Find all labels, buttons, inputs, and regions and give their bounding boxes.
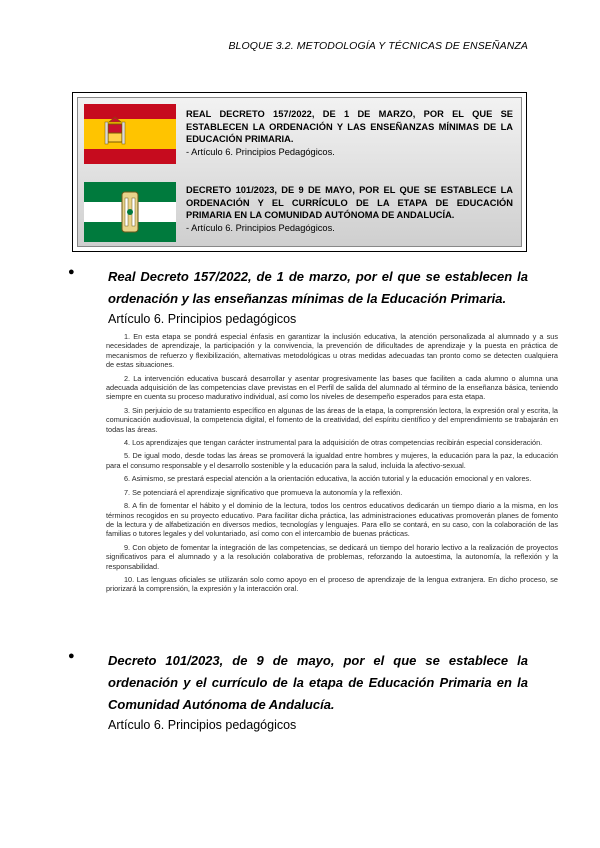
spain-flag-icon: [84, 104, 176, 164]
section-1-article-label: Artículo 6. Principios pedagógicos: [108, 312, 297, 326]
list-item: 3. Sin perjuicio de su tratamiento específico en algunas de las áreas de la etapa, la comprensión lectora, la expresión oral y escrita, la comunicación audiovisual, la competencia digital, el fomento de la creatividad, del espíritu científico y del emprendimiento se trabajarán en todas las áreas.: [106, 405, 558, 434]
decree-summary-box: [72, 92, 527, 252]
section-2-article-label: Artículo 6. Principios pedagógicos: [108, 718, 297, 732]
bullet-icon: ●: [68, 266, 75, 278]
decree-2-title: DECRETO 101/2023, DE 9 DE MAYO, POR EL QUE SE ESTABLECE LA ORDENACIÓN Y EL CURRÍCULO DE LA ETAPA DE EDUCACIÓN PRIMARIA EN LA COMUNIDAD AUTÓNOMA DE ANDALUCÍA.: [186, 185, 513, 220]
decree-summary-1: [186, 108, 513, 158]
andalucia-flag-icon: [84, 182, 176, 242]
principles-list: [88, 332, 558, 594]
andalucia-coat-of-arms-icon: [84, 182, 176, 242]
page-header: BLOQUE 3.2. METODOLOGÍA Y TÉCNICAS DE ENSEÑANZA: [228, 40, 528, 52]
list-item: 10. Las lenguas oficiales se utilizarán solo como apoyo en el proceso de aprendizaje de la lengua extranjera. En dicho proceso, se priorizará la comprensión, la expresión y la interacción oral.: [106, 574, 558, 594]
spain-coat-of-arms-icon: [84, 104, 176, 164]
list-item: 6. Asimismo, se prestará especial atención a la orientación educativa, la acción tutorial y la educación emocional y en valores.: [124, 474, 532, 484]
bullet-icon: ●: [68, 650, 75, 662]
list-item: 5. De igual modo, desde todas las áreas se promoverá la igualdad entre hombres y mujeres, la educación para la paz, la educación para el consumo responsable y el desarrollo sostenible y la educación para la salud, incluida la afectivo-sexual.: [106, 451, 558, 470]
list-item: 2. La intervención educativa buscará desarrollar y asentar progresivamente las bases que faciliten a cada alumno o alumna una adecuada adquisición de las competencias clave previstas en el Perfil de salida del alumnado al término de la enseñanza básica, teniendo siempre en cuenta su proceso madurativo individual, así como los niveles de desempeño esperados para esta etapa.: [106, 373, 558, 402]
list-item: 1. En esta etapa se pondrá especial énfasis en garantizar la inclusión educativa, la atención personalizada al alumnado y a sus necesidades de aprendizaje, la participación y la convivencia, la prevención de dificultades de aprendizaje y la puesta en práctica de mecanismos de refuerzo y flexibilización, alternativas metodológicas u otras medidas adecuadas tan pronto como se detecten cualquiera de estas situaciones.: [106, 332, 558, 370]
decree-1-article: - Artículo 6. Principios Pedagógicos.: [186, 146, 335, 157]
section-1-title: Real Decreto 157/2022, de 1 de marzo, por el que se establecen la ordenación y las enseñanzas mínimas de la Educación Primaria.: [108, 269, 528, 306]
section-real-decreto: [68, 266, 558, 598]
list-item: 8. A fin de fomentar el hábito y el dominio de la lectura, todos los centros educativos dedicarán un tiempo diario a la misma, en los términos recogidos en su proyecto educativo. Para facilitar dicha práctica, las administraciones educativas promoverán planes de fomento de la lectura y de alfabetización en diversos medios, tecnologías y lenguajes. Para ello se contará, en su caso, con la colaboración de las familias o tutores legales y del voluntariado, así como con el intercambio de buenas prácticas.: [106, 501, 558, 539]
decree-summary-panel: [77, 97, 522, 247]
section-2-title: Decreto 101/2023, de 9 de mayo, por el que se establece la ordenación y el currículo de la etapa de Educación Primaria en la Comunidad Autónoma de Andalucía.: [108, 653, 528, 712]
list-item: 9. Con objeto de fomentar la integración de las competencias, se dedicará un tiempo del horario lectivo a la realización de proyectos significativos para el alumnado y a la resolución colaborativa de problemas, reforzando la autoestima, la autonomía, la reflexión y la responsabilidad.: [106, 542, 558, 571]
list-item: 4. Los aprendizajes que tengan carácter instrumental para la adquisición de otras competencias recibirán especial consideración.: [124, 438, 543, 448]
list-item: 7. Se potenciará el aprendizaje significativo que promueva la autonomía y la reflexión.: [124, 487, 403, 497]
decree-2-article: - Artículo 6. Principios Pedagógicos.: [186, 222, 335, 233]
section-decreto-andalucia: [68, 650, 528, 734]
decree-summary-2: [186, 184, 513, 234]
decree-1-title: REAL DECRETO 157/2022, DE 1 DE MARZO, POR EL QUE SE ESTABLECEN LA ORDENACIÓN Y LAS ENSEÑANZAS MÍNIMAS DE LA EDUCACIÓN PRIMARIA.: [186, 109, 513, 144]
